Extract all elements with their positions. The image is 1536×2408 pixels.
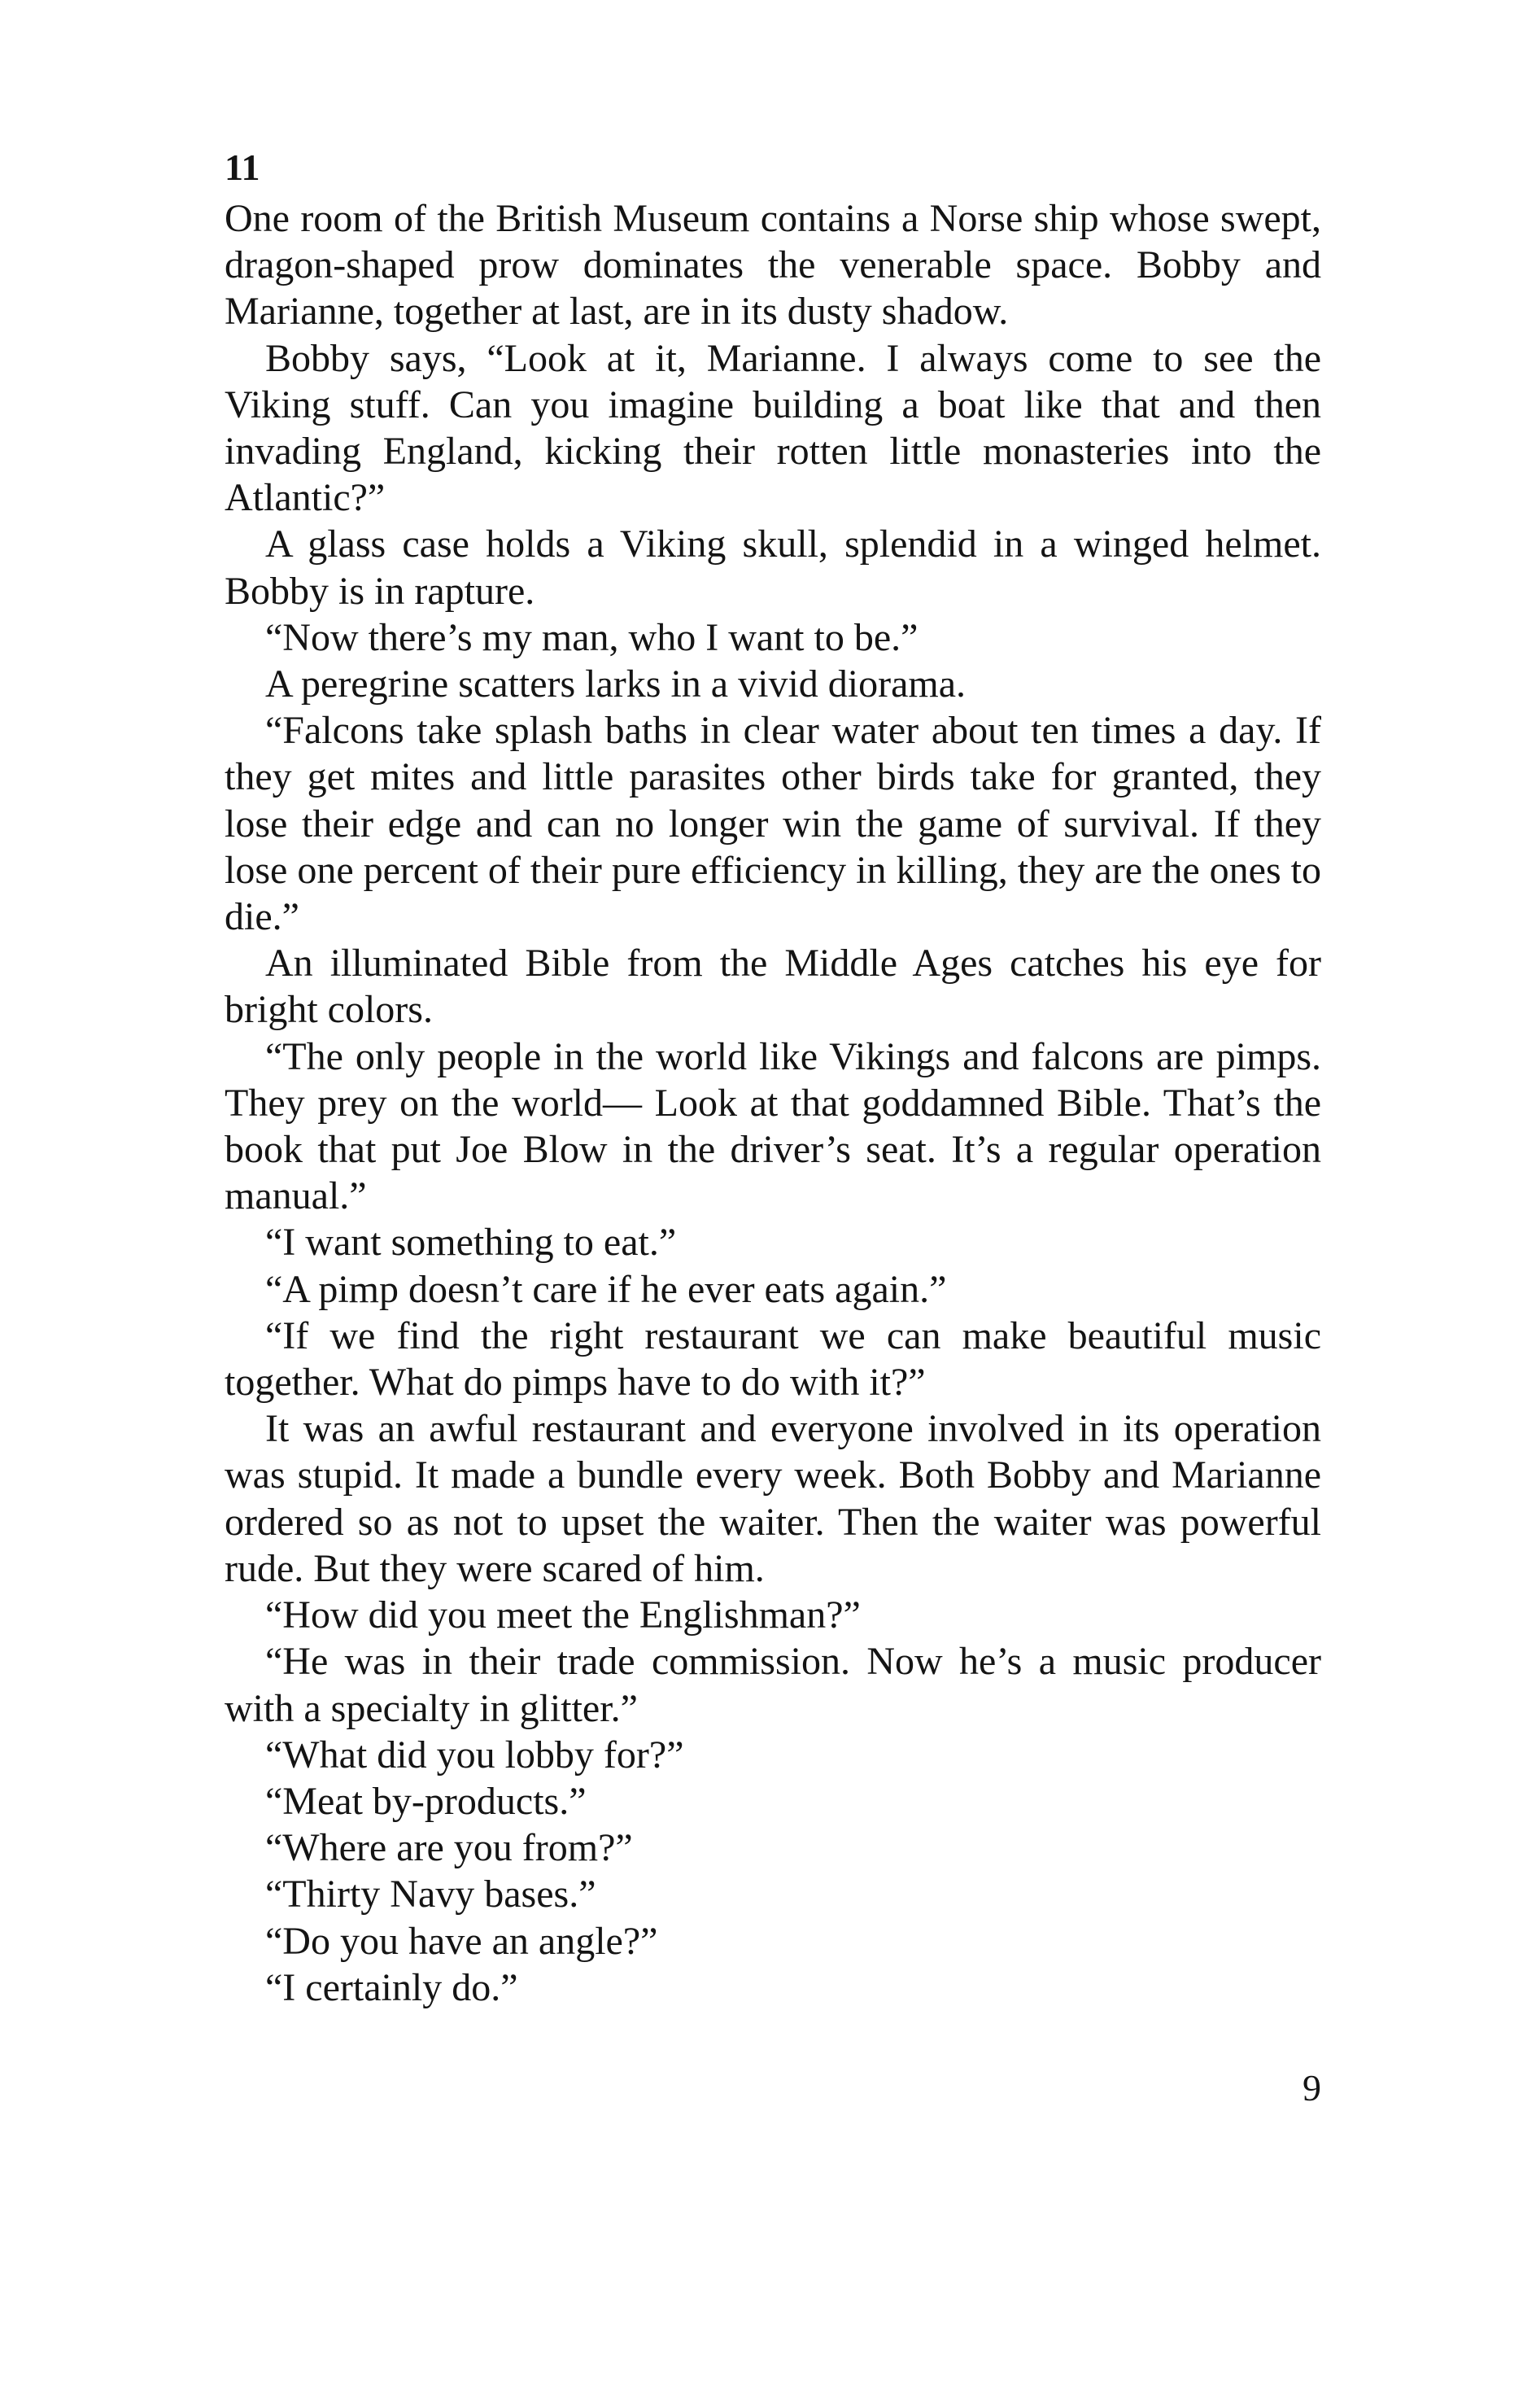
paragraph: One room of the British Museum contains a Norse ship whose swept, dragon-shaped prow dominates the venerable space. Bobby and Marianne, together at last, are in its dusty shadow. (225, 197, 1321, 334)
chapter-body (225, 195, 1321, 2011)
paragraph: Bobby says, “Look at it, Marianne. I always come to see the Viking stuff. Can you imagine building a boat like that and then invading England, kicking their rotten little monasteries into the Atlantic?” (225, 336, 1321, 520)
paragraph: “Now there’s my man, who I want to be.” (265, 615, 919, 659)
paragraph: “I want something to eat.” (265, 1221, 677, 1265)
paragraph: A peregrine scatters larks in a vivid diorama. (265, 662, 967, 706)
paragraph: “Meat by-products.” (265, 1779, 587, 1823)
paragraph: “How did you meet the Englishman?” (265, 1593, 861, 1637)
page-number: 9 (1303, 2067, 1321, 2109)
paragraph: A glass case holds a Viking skull, splendid in a winged helmet. Bobby is in rapture. (225, 522, 1321, 613)
paragraph: “The only people in the world like Vikings and falcons are pimps. They prey on the world— Look at that goddamned Bible. That’s the book that put Joe Blow in the driver’s seat. It’s a regular operation manual.” (225, 1034, 1321, 1218)
paragraph: “He was in their trade commission. Now he’s a music producer with a specialty in glitter.” (225, 1640, 1321, 1730)
paragraph: An illuminated Bible from the Middle Ages catches his eye for bright colors. (225, 942, 1321, 1032)
paragraph: “A pimp doesn’t care if he ever eats again.” (265, 1267, 947, 1311)
paragraph: “What did you lobby for?” (265, 1733, 684, 1777)
paragraph: “Do you have an angle?” (265, 1919, 658, 1963)
paragraph: “Where are you from?” (265, 1826, 633, 1870)
paragraph: It was an awful restaurant and everyone involved in its operation was stupid. It made a bundle every week. Both Bobby and Marianne ordered so as not to upset the waiter. Then the waiter was powerful rude. But they were scared of him. (225, 1407, 1321, 1590)
paragraph: “Falcons take splash baths in clear water about ten times a day. If they get mites and little parasites other birds take for granted, they lose their edge and can no longer win the game of survival. If they lose one percent of their pure efficiency in killing, they are the ones to die.” (225, 709, 1321, 939)
paragraph: “Thirty Navy bases.” (265, 1873, 596, 1916)
paragraph: “I certainly do.” (265, 1965, 518, 2009)
paragraph: “If we find the right restaurant we can make beautiful music together. What do pimps have to do with it?” (225, 1313, 1321, 1405)
chapter-number: 11 (225, 146, 260, 188)
